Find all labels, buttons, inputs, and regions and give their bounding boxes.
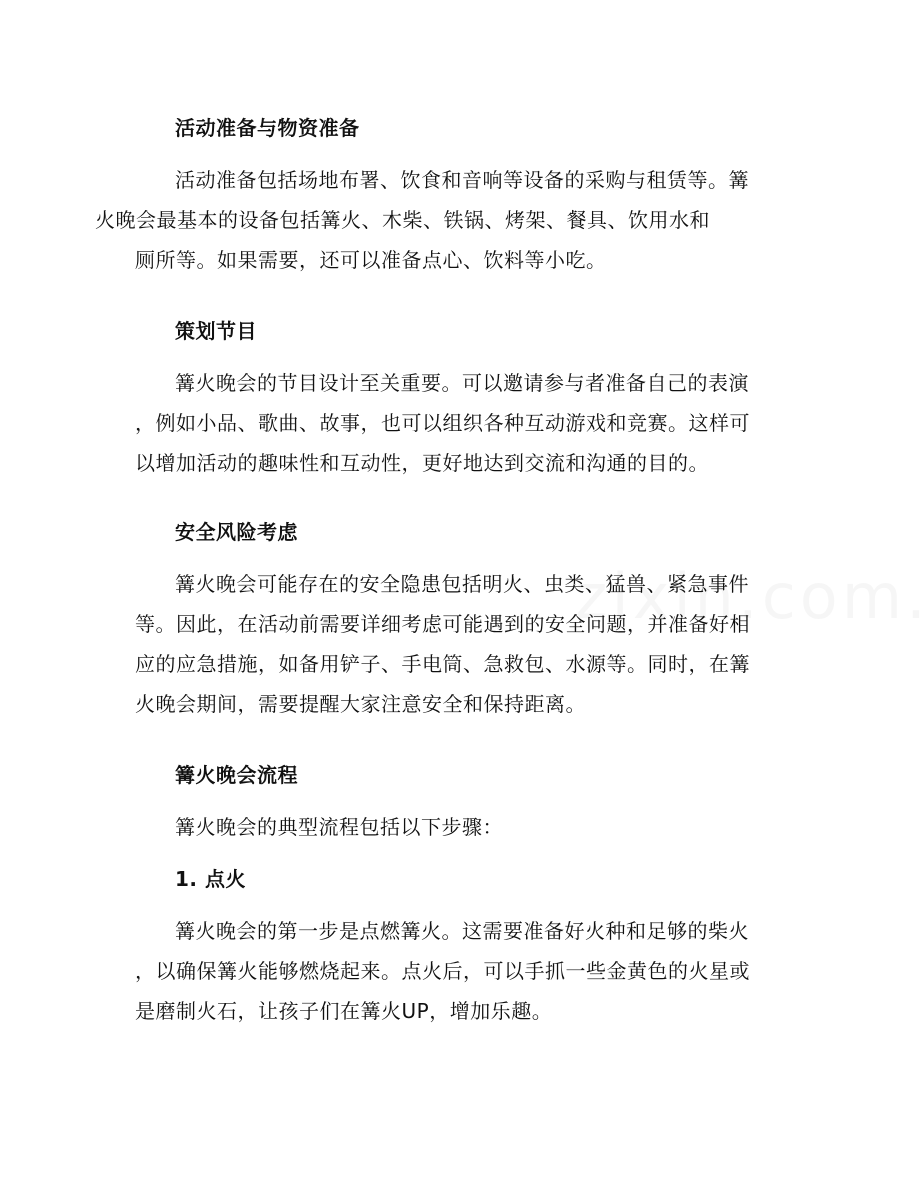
section-heading-step-1: 1. 点火	[175, 867, 246, 891]
paragraph-line: 以增加活动的趣味性和互动性，更好地达到交流和沟通的目的。	[135, 451, 709, 475]
section-heading-process: 篝火晚会流程	[175, 763, 298, 787]
section-heading-safety: 安全风险考虑	[175, 520, 298, 544]
section-paragraph-program	[135, 363, 775, 483]
paragraph-line: 是磨制火石，让孩子们在篝火UP，增加乐趣。	[135, 999, 553, 1023]
section-heading-preparation: 活动准备与物资准备	[175, 116, 360, 140]
paragraph-line: 篝火晚会的第一步是点燃篝火。这需要准备好火种和足够的柴火	[175, 919, 749, 943]
paragraph-line: 篝火晚会的典型流程包括以下步骤：	[175, 815, 503, 839]
paragraph-line: ，以确保篝火能够燃烧起来。点火后，可以手抓一些金黄色的火星或	[135, 959, 750, 983]
section-paragraph-step-1	[135, 911, 775, 1031]
section-paragraph-process	[135, 807, 775, 847]
paragraph-line: 篝火晚会的节目设计至关重要。可以邀请参与者准备自己的表演	[175, 371, 749, 395]
paragraph-line: ，例如小品、歌曲、故事，也可以组织各种互动游戏和竞赛。这样可	[135, 411, 750, 435]
paragraph-line: 应的应急措施，如备用铲子、手电筒、急救包、水源等。同时，在篝	[135, 652, 750, 676]
paragraph-line: 篝火晚会可能存在的安全隐患包括明火、虫类、猛兽、紧急事件	[175, 572, 749, 596]
section-paragraph-safety	[135, 564, 775, 724]
paragraph-line: 火晚会最基本的设备包括篝火、木柴、铁锅、烤架、餐具、饮用水和	[95, 208, 710, 232]
section-paragraph-preparation	[95, 160, 775, 280]
section-heading-program: 策划节目	[175, 319, 257, 343]
paragraph-line: 等。因此，在活动前需要详细考虑可能遇到的安全问题，并准备好相	[135, 612, 750, 636]
paragraph-line: 火晚会期间，需要提醒大家注意安全和保持距离。	[135, 692, 586, 716]
paragraph-line: 活动准备包括场地布署、饮食和音响等设备的采购与租赁等。篝	[175, 168, 749, 192]
paragraph-line: 厕所等。如果需要，还可以准备点心、饮料等小吃。	[135, 248, 607, 272]
